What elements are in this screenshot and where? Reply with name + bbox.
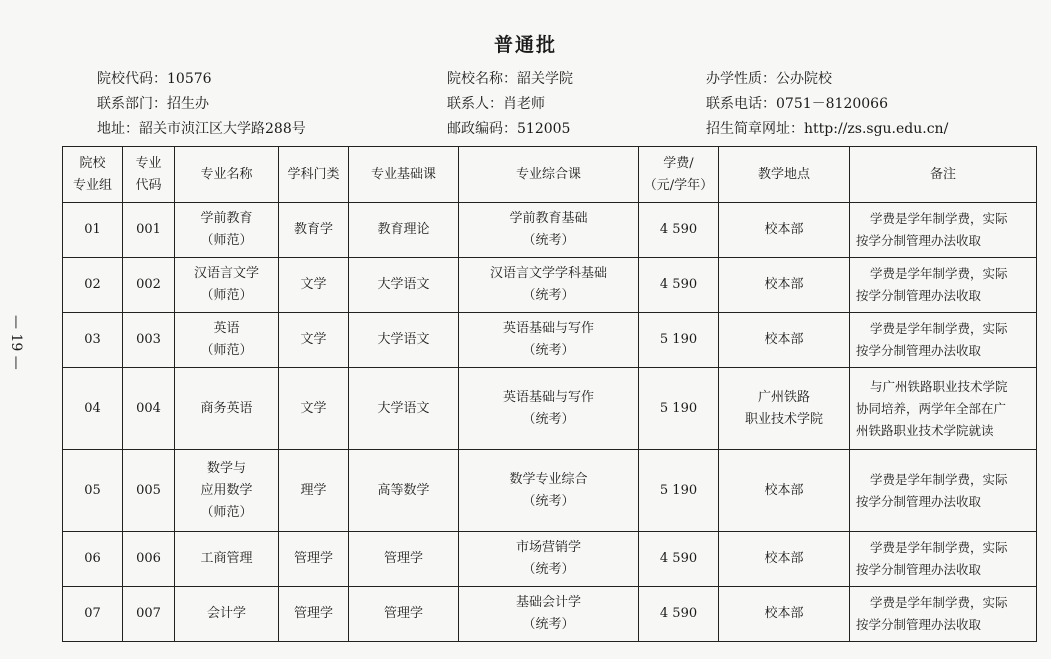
page-title: 普通批 xyxy=(493,34,557,56)
cell-line: 学科门类 xyxy=(287,166,340,182)
table-row xyxy=(63,450,1037,532)
note-line: 学费是学年制学费，实际 xyxy=(870,595,1008,610)
note-cell xyxy=(850,258,1037,313)
cell-line: （统考） xyxy=(522,562,575,577)
cell-line: （师范） xyxy=(200,233,253,248)
header-basic-course xyxy=(349,147,459,203)
note-line: 按学分制管理办法收取 xyxy=(856,493,982,509)
code-cell: 003 xyxy=(123,313,175,368)
note-line: 与广州铁路职业技术学院 xyxy=(870,378,1008,394)
cell-line: 商务英语 xyxy=(200,400,253,416)
discipline-cell: 管理学 xyxy=(279,532,349,587)
header-code xyxy=(123,147,175,203)
cell-line: 校本部 xyxy=(764,222,804,237)
discipline-cell: 文学 xyxy=(279,258,349,313)
cell-line: 数学专业综合 xyxy=(509,471,588,487)
cell-line: 专业综合课 xyxy=(515,166,581,182)
note-cell xyxy=(850,368,1037,450)
cell-line: 代码 xyxy=(135,177,162,193)
location-cell xyxy=(719,313,850,368)
cell-line: 院校 xyxy=(79,155,106,171)
note-cell xyxy=(850,587,1037,642)
note-line: 学费是学年制学费，实际 xyxy=(870,540,1008,555)
cell-line: 职业技术学院 xyxy=(744,411,823,427)
name-cell xyxy=(175,313,279,368)
cell-line: （统考） xyxy=(522,343,575,358)
address: 地址：韶关市浈江区大学路288号 xyxy=(97,121,306,137)
note-line: 按学分制管理办法收取 xyxy=(856,288,982,303)
group-cell: 05 xyxy=(63,450,123,532)
cell-line: 基础会计学 xyxy=(515,595,581,610)
school-name: 院校名称：韶关学院 xyxy=(447,71,573,87)
admission-table xyxy=(62,146,1037,642)
basic-course-cell: 大学语文 xyxy=(349,368,459,450)
name-cell xyxy=(175,258,279,313)
name-cell xyxy=(175,368,279,450)
fee-cell: 5 190 xyxy=(639,450,719,532)
basic-course-cell: 高等数学 xyxy=(349,450,459,532)
basic-course-cell: 教育理论 xyxy=(349,203,459,258)
postcode: 邮政编码：512005 xyxy=(447,121,571,137)
header-note xyxy=(850,147,1037,203)
cell-line: 校本部 xyxy=(764,277,804,292)
cell-line: （统考） xyxy=(522,411,575,427)
basic-course-cell: 管理学 xyxy=(349,587,459,642)
header-location xyxy=(719,147,850,203)
code-cell: 005 xyxy=(123,450,175,532)
cell-line: （元/学年） xyxy=(643,177,714,193)
note-line: 按学分制管理办法收取 xyxy=(856,562,982,577)
group-cell: 02 xyxy=(63,258,123,313)
note-cell xyxy=(850,532,1037,587)
header-discipline xyxy=(279,147,349,203)
cell-line: 广州铁路 xyxy=(757,389,810,405)
fee-cell: 5 190 xyxy=(639,313,719,368)
fee-cell: 4 590 xyxy=(639,587,719,642)
header-group xyxy=(63,147,123,203)
cell-line: 教学地点 xyxy=(757,166,810,182)
cell-line: 英语 xyxy=(213,321,240,336)
website: 招生简章网址：http://zs.sgu.edu.cn/ xyxy=(706,121,949,137)
note-line: 按学分制管理办法收取 xyxy=(856,343,982,358)
location-cell xyxy=(719,368,850,450)
discipline-cell: 理学 xyxy=(279,450,349,532)
cell-line: 专业 xyxy=(135,155,162,171)
phone: 联系电话：0751－8120066 xyxy=(706,96,888,112)
header-row xyxy=(63,147,1037,203)
table-header xyxy=(63,147,1037,203)
cell-line: 数学与 xyxy=(206,460,246,476)
code-cell: 007 xyxy=(123,587,175,642)
note-line: 州铁路职业技术学院就读 xyxy=(856,422,994,438)
cell-line: 汉语言文学学科基础 xyxy=(489,266,607,281)
note-line: 学费是学年制学费，实际 xyxy=(870,471,1008,487)
page-number: — 19 — xyxy=(8,315,24,370)
cell-line: 专业组 xyxy=(72,177,112,193)
fee-cell: 4 590 xyxy=(639,203,719,258)
fee-cell: 4 590 xyxy=(639,258,719,313)
header-fee xyxy=(639,147,719,203)
note-line: 学费是学年制学费，实际 xyxy=(870,211,1008,226)
comprehensive-cell xyxy=(459,258,639,313)
location-cell xyxy=(719,450,850,532)
note-line: 协同培养，两学年全部在广 xyxy=(856,400,1007,416)
table-row xyxy=(63,313,1037,368)
location-cell xyxy=(719,258,850,313)
name-cell xyxy=(175,203,279,258)
note-cell xyxy=(850,203,1037,258)
group-cell: 01 xyxy=(63,203,123,258)
discipline-cell: 文学 xyxy=(279,368,349,450)
table-body xyxy=(63,203,1037,642)
cell-line: 专业基础课 xyxy=(370,166,436,182)
cell-line: 校本部 xyxy=(764,332,804,347)
cell-line: 学前教育基础 xyxy=(509,211,588,226)
table-row xyxy=(63,532,1037,587)
school-type: 办学性质：公办院校 xyxy=(706,71,832,87)
cell-line: 市场营销学 xyxy=(515,540,581,555)
note-line: 学费是学年制学费，实际 xyxy=(870,321,1008,336)
code-cell: 006 xyxy=(123,532,175,587)
cell-line: 会计学 xyxy=(206,606,246,621)
contact-person: 联系人：肖老师 xyxy=(447,96,545,112)
basic-course-cell: 管理学 xyxy=(349,532,459,587)
cell-line: 校本部 xyxy=(764,482,804,498)
header-name xyxy=(175,147,279,203)
cell-line: 备注 xyxy=(929,166,956,182)
location-cell xyxy=(719,203,850,258)
comprehensive-cell xyxy=(459,368,639,450)
comprehensive-cell xyxy=(459,450,639,532)
comprehensive-cell xyxy=(459,313,639,368)
discipline-cell: 教育学 xyxy=(279,203,349,258)
note-line: 按学分制管理办法收取 xyxy=(856,233,982,248)
cell-line: 学费/ xyxy=(663,155,694,171)
group-cell: 06 xyxy=(63,532,123,587)
cell-line: （师范） xyxy=(200,343,253,358)
table-row xyxy=(63,368,1037,450)
comprehensive-cell xyxy=(459,203,639,258)
cell-line: （统考） xyxy=(522,617,575,632)
cell-line: 英语基础与写作 xyxy=(502,321,594,336)
note-line: 按学分制管理办法收取 xyxy=(856,617,982,632)
group-cell: 07 xyxy=(63,587,123,642)
cell-line: （统考） xyxy=(522,233,575,248)
code-cell: 002 xyxy=(123,258,175,313)
table-row xyxy=(63,587,1037,642)
basic-course-cell: 大学语文 xyxy=(349,313,459,368)
school-code: 院校代码：10576 xyxy=(97,71,212,87)
cell-line: 校本部 xyxy=(764,551,804,566)
cell-line: 工商管理 xyxy=(200,551,253,566)
name-cell xyxy=(175,532,279,587)
code-cell: 004 xyxy=(123,368,175,450)
basic-course-cell: 大学语文 xyxy=(349,258,459,313)
discipline-cell: 管理学 xyxy=(279,587,349,642)
cell-line: （师范） xyxy=(200,504,253,520)
department: 联系部门：招生办 xyxy=(97,96,209,112)
location-cell xyxy=(719,587,850,642)
group-cell: 04 xyxy=(63,368,123,450)
cell-line: 校本部 xyxy=(764,606,804,621)
table-row xyxy=(63,258,1037,313)
table-row xyxy=(63,203,1037,258)
fee-cell: 5 190 xyxy=(639,368,719,450)
cell-line: 专业名称 xyxy=(200,166,253,182)
name-cell xyxy=(175,587,279,642)
group-cell: 03 xyxy=(63,313,123,368)
cell-line: （统考） xyxy=(522,493,575,509)
fee-cell: 4 590 xyxy=(639,532,719,587)
discipline-cell: 文学 xyxy=(279,313,349,368)
location-cell xyxy=(719,532,850,587)
cell-line: 汉语言文学 xyxy=(193,266,259,281)
header-comprehensive xyxy=(459,147,639,203)
cell-line: （师范） xyxy=(200,288,253,303)
cell-line: 应用数学 xyxy=(200,482,253,498)
name-cell xyxy=(175,450,279,532)
note-cell xyxy=(850,450,1037,532)
note-line: 学费是学年制学费，实际 xyxy=(870,266,1008,281)
comprehensive-cell xyxy=(459,532,639,587)
comprehensive-cell xyxy=(459,587,639,642)
code-cell: 001 xyxy=(123,203,175,258)
cell-line: （统考） xyxy=(522,288,575,303)
cell-line: 学前教育 xyxy=(200,211,253,226)
cell-line: 英语基础与写作 xyxy=(502,389,594,405)
note-cell xyxy=(850,313,1037,368)
